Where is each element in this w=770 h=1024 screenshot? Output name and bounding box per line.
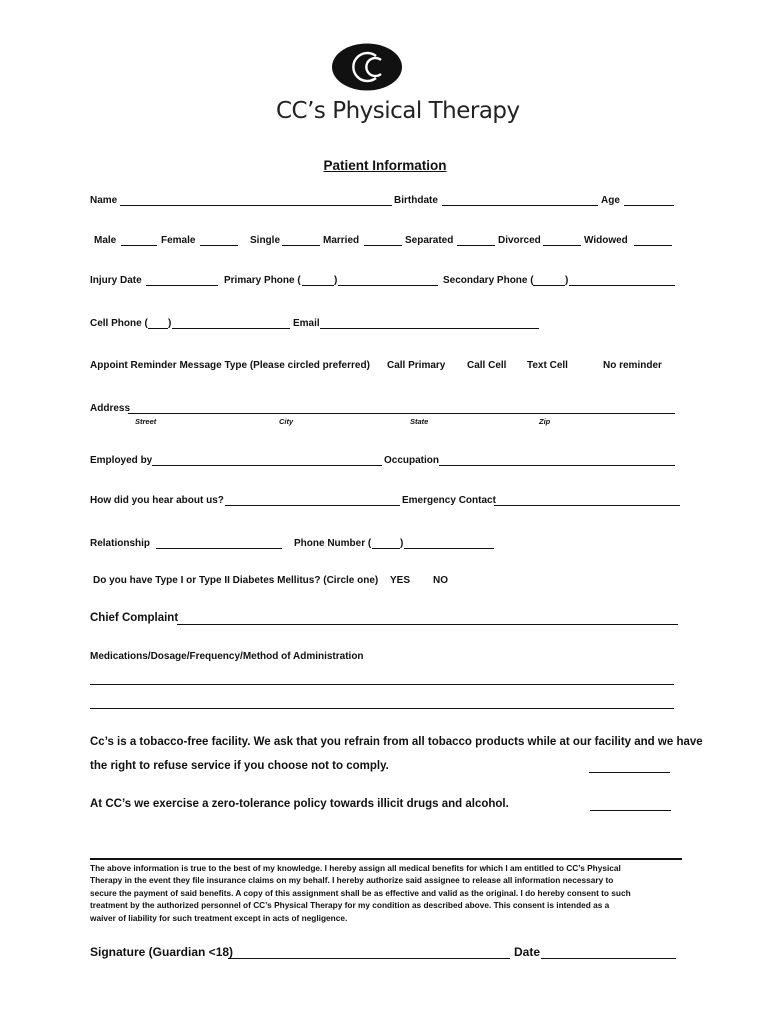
diabetes-no[interactable]: NO	[433, 575, 448, 586]
street-caption: Street	[135, 417, 157, 426]
primary-phone-label: Primary Phone (	[224, 275, 301, 286]
occupation-field[interactable]	[439, 455, 675, 466]
secondary-phone-label: Secondary Phone (	[443, 275, 534, 286]
occupation-label: Occupation	[384, 455, 440, 466]
diabetes-question: Do you have Type I or Type II Diabetes Mellitus? (Circle one)	[93, 575, 379, 586]
consent-line-1: The above information is true to the best of my knowledge. I hereby assign all medical benefits for which I am entitled to CC’s Physical	[90, 863, 621, 873]
relationship-field[interactable]	[156, 538, 282, 549]
reminder-call-cell[interactable]: Call Cell	[467, 360, 507, 371]
address-field[interactable]	[128, 403, 675, 414]
tobacco-policy-line1: Cc’s is a tobacco-free facility. We ask that you refrain from all tobacco products while at our facility and we have	[90, 736, 703, 748]
chief-complaint-field[interactable]	[177, 612, 678, 625]
relationship-label: Relationship	[90, 538, 151, 549]
signature-field[interactable]	[228, 945, 510, 959]
age-field[interactable]	[624, 195, 674, 206]
primary-phone-area-field[interactable]	[302, 275, 334, 286]
separated-label: Separated	[405, 235, 454, 246]
medications-label: Medications/Dosage/Frequency/Method of Administration	[90, 651, 364, 662]
brand-name: CC’s Physical Therapy	[276, 98, 520, 124]
email-field[interactable]	[320, 318, 539, 329]
employed-by-field[interactable]	[152, 455, 382, 466]
medications-field-2[interactable]	[90, 698, 674, 709]
single-label: Single	[250, 235, 281, 246]
chief-complaint-label: Chief Complaint	[90, 612, 179, 624]
male-field[interactable]	[121, 235, 157, 246]
state-caption: State	[410, 417, 429, 426]
consent-line-5: waiver of liability for such treatment except in acts of negligence.	[90, 913, 348, 923]
address-label: Address	[90, 403, 131, 414]
birthdate-field[interactable]	[442, 195, 598, 206]
tobacco-initials-field[interactable]	[589, 760, 670, 773]
widowed-field[interactable]	[634, 235, 672, 246]
divorced-field[interactable]	[543, 235, 581, 246]
form-title: Patient Information	[323, 158, 447, 173]
cell-phone-field[interactable]	[172, 318, 290, 329]
name-field[interactable]	[120, 195, 392, 206]
single-field[interactable]	[282, 235, 320, 246]
reminder-no-reminder[interactable]: No reminder	[603, 360, 662, 371]
drug-policy: At CC’s we exercise a zero-tolerance policy towards illicit drugs and alcohol.	[90, 798, 509, 810]
employed-by-label: Employed by	[90, 455, 153, 466]
injury-date-field[interactable]	[146, 275, 218, 286]
married-field[interactable]	[364, 235, 402, 246]
consent-line-3: secure the payment of said benefits. A copy of this assignment shall be as effective and valid as the original. I do hereby consent to such	[90, 888, 631, 898]
secondary-phone-field[interactable]	[569, 275, 675, 286]
signature-label: Signature (Guardian <18)	[90, 945, 234, 959]
divorced-label: Divorced	[498, 235, 541, 246]
injury-date-label: Injury Date	[90, 275, 142, 286]
secondary-phone-paren: )	[565, 275, 569, 286]
phone-number-area-field[interactable]	[372, 538, 400, 549]
cell-phone-area-field[interactable]	[148, 318, 168, 329]
city-caption: City	[279, 417, 294, 426]
emergency-contact-field[interactable]	[494, 495, 680, 506]
how-hear-label: How did you hear about us?	[90, 495, 224, 506]
consent-line-4: treatment by the authorized personnel of CC’s Physical Therapy for my condition as described above. This consent is intended as a	[90, 900, 610, 910]
reminder-label: Appoint Reminder Message Type (Please circled preferred)	[90, 360, 370, 371]
name-label: Name	[90, 195, 118, 206]
female-label: Female	[161, 235, 196, 246]
reminder-call-primary[interactable]: Call Primary	[387, 360, 446, 371]
tobacco-policy-line2: the right to refuse service if you choose not to comply.	[90, 760, 389, 772]
how-hear-field[interactable]	[225, 495, 400, 506]
date-field[interactable]	[541, 945, 676, 959]
consent-line-2: Therapy in the event they file insurance claims on my behalf. I hereby authorize said assignee to release all information necessary to	[90, 875, 614, 885]
phone-number-field[interactable]	[404, 538, 494, 549]
phone-number-paren: )	[400, 538, 404, 549]
cell-phone-label: Cell Phone (	[90, 318, 148, 329]
female-field[interactable]	[200, 235, 238, 246]
cell-phone-paren: )	[168, 318, 172, 329]
married-label: Married	[323, 235, 360, 246]
drug-initials-field[interactable]	[590, 798, 671, 811]
reminder-text-cell[interactable]: Text Cell	[527, 360, 568, 371]
diabetes-yes[interactable]: YES	[390, 575, 411, 586]
phone-number-label: Phone Number (	[294, 538, 372, 549]
emergency-contact-label: Emergency Contact	[402, 495, 496, 506]
medications-field-1[interactable]	[90, 674, 674, 685]
email-label: Email	[293, 318, 320, 329]
primary-phone-field[interactable]	[338, 275, 438, 286]
primary-phone-paren: )	[334, 275, 338, 286]
male-label: Male	[94, 235, 117, 246]
consent-divider	[90, 858, 682, 860]
date-label: Date	[514, 945, 541, 959]
widowed-label: Widowed	[584, 235, 628, 246]
zip-caption: Zip	[539, 417, 551, 426]
secondary-phone-area-field[interactable]	[533, 275, 565, 286]
logo-mark	[332, 43, 402, 91]
separated-field[interactable]	[457, 235, 495, 246]
birthdate-label: Birthdate	[394, 195, 438, 206]
age-label: Age	[601, 195, 620, 206]
